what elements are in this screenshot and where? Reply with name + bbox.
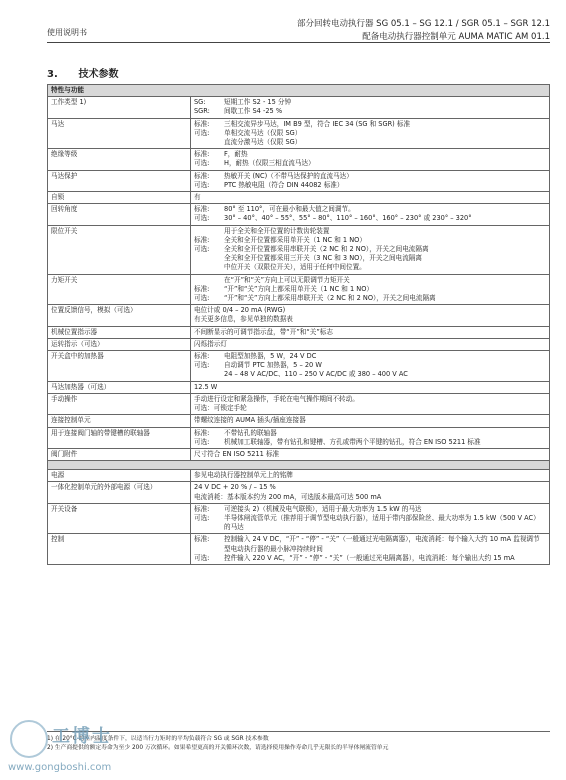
spec-row	[48, 192, 550, 204]
footnote-1: 1) 在 20°C 的室内温度条件下，以适当行力矩时的平均负载符合 SG 或 SGR 技术参数	[47, 736, 269, 742]
spec-value-line	[194, 328, 546, 337]
spec-value	[191, 305, 550, 326]
spec-value-line	[194, 383, 546, 392]
spec-value-line	[194, 493, 546, 502]
spec-value-text: 三相交流异步马达，IM B9 型，符合 IEC 34 (SG 和 SGR) 标准	[224, 119, 411, 128]
watermark-text: 工博士	[52, 726, 112, 747]
spec-value-text: 有关更多信息，参见单独的数据表	[194, 315, 293, 324]
spec-value-prefix: 标准:	[194, 284, 210, 293]
spec-key: 连接控制单元	[48, 415, 191, 427]
spec-value-text: 半导体闸流管单元（推荐用于调节型电动执行器），适用于带内部保险丝、最大功率为 1.5 kW（500 V AC）的马达	[224, 513, 540, 532]
spec-value-text: 30° – 40°、40° – 55°、55° – 80°、110° – 160°、160° – 230° 或 230° – 320°	[224, 214, 472, 223]
spec-value-line	[194, 214, 546, 223]
spec-value	[191, 97, 550, 118]
spec-value-line	[194, 236, 546, 245]
spec-value-line	[194, 315, 546, 324]
spec-value-prefix: 可选:	[194, 180, 210, 189]
spec-value-prefix: 可选:	[194, 159, 210, 168]
spec-value	[191, 427, 550, 448]
spacer-cell	[48, 461, 550, 470]
spec-value	[191, 149, 550, 170]
spec-value-text: 电阻型加热器，5 W，24 V DC	[224, 352, 317, 361]
spec-row	[48, 351, 550, 382]
spec-value-line	[194, 263, 546, 272]
spec-value-prefix: 标准:	[194, 171, 210, 180]
spec-value-line	[194, 450, 546, 459]
spec-row	[48, 305, 550, 326]
spec-key: 自锁	[48, 192, 191, 204]
spec-value-line	[194, 285, 546, 294]
spec-value-line	[194, 120, 546, 129]
spec-value-prefix	[194, 370, 224, 379]
spec-value-line	[194, 514, 546, 532]
spec-row	[48, 534, 550, 565]
spec-value-line	[194, 129, 546, 138]
spec-value-prefix: SG:	[194, 98, 206, 107]
spec-row	[48, 149, 550, 170]
spec-value-line	[194, 554, 546, 563]
spec-key: 限位开关	[48, 225, 191, 274]
watermark-url: www.gongboshi.com	[8, 762, 112, 773]
spec-value-text: F，耐热	[224, 150, 248, 159]
watermark-logo	[8, 718, 158, 780]
spec-value-prefix: 可选:	[194, 294, 210, 303]
spec-value-prefix: 标准:	[194, 150, 210, 159]
spec-value-text: “开”和“关”方向上都采用单开关（1 NC 和 1 NO）	[224, 284, 374, 293]
group-header-row	[48, 85, 550, 97]
spec-value-text: 控制输入 24 V DC，“开” - “停” - “关”（一般通过光电隔离器），电流消耗：每个输入大约 10 mA 监视调节型电动执行器的最小脉冲持续时间	[224, 535, 540, 553]
spec-value-prefix: 可选:	[194, 245, 210, 254]
spec-value	[191, 415, 550, 427]
spec-value	[191, 393, 550, 414]
spec-value	[191, 274, 550, 305]
spec-key: 电源	[48, 470, 191, 482]
spec-value-prefix: 可选:	[194, 214, 210, 223]
spec-value-prefix: 可选:	[194, 513, 210, 522]
spec-value-prefix: 标准:	[194, 119, 210, 128]
spec-value	[191, 534, 550, 565]
spec-value-line	[194, 438, 546, 447]
spec-value-line	[194, 340, 546, 349]
header-divider	[47, 42, 550, 43]
spec-value-text: 全关和全开位置都采用单开关（1 NC 和 1 NO）	[224, 235, 366, 244]
spec-value-text: 电流消耗：基本版本约为 200 mA，可选版本最高可达 500 mA	[194, 492, 382, 501]
spec-row	[48, 427, 550, 448]
spec-value-text: 有	[194, 193, 201, 202]
header-title-line2: 配备电动执行器控制单元 AUMA MATIC AM 01.1	[362, 32, 550, 42]
spec-row	[48, 482, 550, 503]
spec-value-text: 在“开”和“关”方向上可以无限调节力矩开关	[224, 275, 350, 284]
spec-row	[48, 97, 550, 118]
spec-row	[48, 338, 550, 350]
spec-value-text: 12.5 W	[194, 382, 218, 391]
spec-value	[191, 503, 550, 534]
spec-value-line	[194, 505, 546, 514]
spec-value-text: 短期工作 S2 - 15 分钟	[224, 98, 292, 107]
spec-value-text: 全关和全开位置都采用三开关（3 NC 和 3 NO），开关之间电流隔离	[224, 254, 422, 263]
spec-value-text: 可选：可锁定手轮	[194, 404, 247, 413]
spec-value-line	[194, 535, 546, 553]
spec-key: 机械位置指示器	[48, 326, 191, 338]
spec-value-text: 直流分激马达（仅限 SG）	[224, 138, 302, 147]
spec-value-prefix	[194, 254, 224, 263]
spec-value-prefix: 标准:	[194, 428, 210, 437]
spec-value-prefix: 标准:	[194, 352, 210, 361]
spec-value-line	[194, 193, 546, 202]
spec-key: 马达	[48, 118, 191, 149]
spec-value-line	[194, 429, 546, 438]
spec-value	[191, 338, 550, 350]
spec-row	[48, 170, 550, 191]
section-title: 技术参数	[78, 69, 119, 80]
spec-value-text: 电位计或 0/4 – 20 mA (RWG)	[194, 306, 286, 315]
spec-key: 手动操作	[48, 393, 191, 414]
spec-value-line	[194, 294, 546, 303]
spec-value-line	[194, 370, 546, 379]
spec-value-line	[194, 181, 546, 190]
spec-value-text: 带螺纹连接的 AUMA 插头/插座连接器	[194, 416, 306, 425]
spec-value	[191, 482, 550, 503]
spec-value-prefix	[194, 263, 224, 272]
spec-value-prefix: 可选:	[194, 128, 210, 137]
spec-key: 开关设备	[48, 503, 191, 534]
spec-value-line	[194, 138, 546, 147]
spec-key: 马达加热器（可选）	[48, 381, 191, 393]
spec-value-line	[194, 172, 546, 181]
spec-value-text: 手动进行设定和紧急操作，手轮在电气操作期间不转动。	[194, 394, 359, 403]
spec-value-prefix: 标准:	[194, 504, 210, 513]
header-doc-type: 使用说明书	[47, 28, 87, 37]
spec-value-text: 全关和全开位置都采用串联开关（2 NC 和 2 NO），开关之间电流隔离	[224, 245, 429, 254]
spec-value-prefix: 标准:	[194, 235, 210, 244]
spec-row	[48, 204, 550, 225]
spec-value-line	[194, 395, 546, 404]
section-number: 3.	[47, 69, 58, 80]
spec-value-prefix	[194, 227, 224, 236]
spec-row	[48, 381, 550, 393]
spec-value-text: PTC 热敏电阻（符合 DIN 44082 标准）	[224, 180, 344, 189]
spec-value-line	[194, 276, 546, 285]
spec-row	[48, 393, 550, 414]
spec-value-text: 热敏开关 (NC)（不带马达保护的直流马达）	[224, 171, 353, 180]
group-header: 特性与功能	[48, 85, 550, 97]
spec-key: 用于连接阀门轴的带键槽的联轴器	[48, 427, 191, 448]
spec-value-text: 尺寸符合 EN ISO 5211 标准	[194, 449, 280, 458]
spec-value	[191, 351, 550, 382]
spec-value-text: 机械加工联轴器，带有钻孔和键槽、方孔或带两个平键的钻孔，符合 EN ISO 5211 标准	[224, 437, 481, 446]
spec-value-text: 不间断显示的可调节指示盘，带“开”和“关”标志	[194, 327, 333, 336]
spec-value-prefix: 可选:	[194, 361, 210, 370]
spec-key: 开关盒中的加热器	[48, 351, 191, 382]
spec-value-prefix: 可选:	[194, 437, 210, 446]
spec-value-text: 自动调节 PTC 加热器，5 – 20 W	[224, 361, 322, 370]
spec-row	[48, 274, 550, 305]
spec-key: 阀门附件	[48, 448, 191, 460]
spec-row	[48, 225, 550, 274]
spec-value	[191, 326, 550, 338]
spec-value	[191, 448, 550, 460]
spec-table	[47, 84, 550, 565]
spec-key: 回转角度	[48, 204, 191, 225]
spec-value-line	[194, 159, 546, 168]
header-title-line1: 部分回转电动执行器 SG 05.1 – SG 12.1 / SGR 05.1 – SGR 12.1	[296, 19, 550, 29]
spec-value	[191, 225, 550, 274]
spec-value-text: 可逆接头 2)（机械及电气联锁），适用于最大功率为 1.5 kW 的马达	[224, 504, 422, 513]
spec-value-text: 用于全关和全开位置的计数齿轮装置	[224, 226, 330, 235]
spec-value-line	[194, 227, 546, 236]
spec-value-text: 控件输入 220 V AC，“开” - “停” - “关”（一般通过光电隔离器），电流消耗：每个输出大约 15 mA	[224, 553, 515, 562]
spec-value-prefix: 标准:	[194, 535, 210, 544]
spec-value-text: 80° 至 110°，可在最小和最大值之间调节。	[224, 205, 355, 214]
spec-value-text: 不带钻孔的联轴器	[224, 428, 277, 437]
footnote-2: 2) 生产商提供的额定寿命为至少 200 万次循环。如果希望更高的开关循环次数，请选择使用操作寿命几乎无限长的半导体闸流管单元	[47, 745, 389, 751]
spec-value	[191, 204, 550, 225]
spec-row	[48, 415, 550, 427]
spec-value-prefix	[194, 276, 224, 285]
spec-key: 力矩开关	[48, 274, 191, 305]
spec-row	[48, 503, 550, 534]
spec-key: 绝缘等级	[48, 149, 191, 170]
header-product-title	[297, 18, 550, 44]
spec-value-text: 中位开关（双限位开关），适用于任何中间位置。	[224, 263, 366, 272]
spec-key: 一体化控制单元的外部电源（可选）	[48, 482, 191, 503]
spec-value-text: 闪烁指示灯	[194, 339, 227, 348]
spacer-row	[48, 461, 550, 470]
spec-value	[191, 381, 550, 393]
spec-key: 位置反馈信号，模拟（可选）	[48, 305, 191, 326]
spec-key: 控制	[48, 534, 191, 565]
spec-key: 工作类型 1)	[48, 97, 191, 118]
spec-value-text: 单相交流马达（仅限 SG）	[224, 128, 302, 137]
spec-value-line	[194, 416, 546, 425]
spec-row	[48, 326, 550, 338]
spec-value-prefix: 可选:	[194, 553, 210, 562]
spec-value-prefix: SGR:	[194, 107, 210, 116]
spec-value	[191, 170, 550, 191]
spec-value-text: “开”和“关”方向上都采用串联开关（2 NC 和 2 NO），开关之间电流隔离	[224, 294, 436, 303]
spec-row	[48, 470, 550, 482]
spec-value-prefix: 标准:	[194, 205, 210, 214]
spec-value-line	[194, 471, 546, 480]
spec-value-line	[194, 404, 546, 413]
watermark-circle-icon	[10, 720, 48, 758]
spec-value-line	[194, 483, 546, 492]
spec-value-line	[194, 245, 546, 254]
spec-row	[48, 448, 550, 460]
spec-value-text: 间歇工作 S4 -25 %	[224, 107, 283, 116]
spec-value-line	[194, 352, 546, 361]
spec-key: 运转指示（可选）	[48, 338, 191, 350]
spec-value-text: 24 – 48 V AC/DC、110 – 250 V AC/DC 或 380 – 400 V AC	[224, 370, 408, 379]
spec-value-text: H，耐热（仅限三相直流马达）	[224, 159, 315, 168]
spec-value	[191, 470, 550, 482]
spec-key: 马达保护	[48, 170, 191, 191]
spec-row	[48, 118, 550, 149]
spec-value-text: 24 V DC + 20 % / – 15 %	[194, 483, 276, 492]
spec-value	[191, 192, 550, 204]
spec-value-text: 参见电动执行器控制单元上的铭牌	[194, 471, 293, 480]
spec-value	[191, 118, 550, 149]
spec-value-line	[194, 107, 546, 116]
spec-value-prefix	[194, 138, 224, 147]
section-heading	[47, 65, 118, 80]
